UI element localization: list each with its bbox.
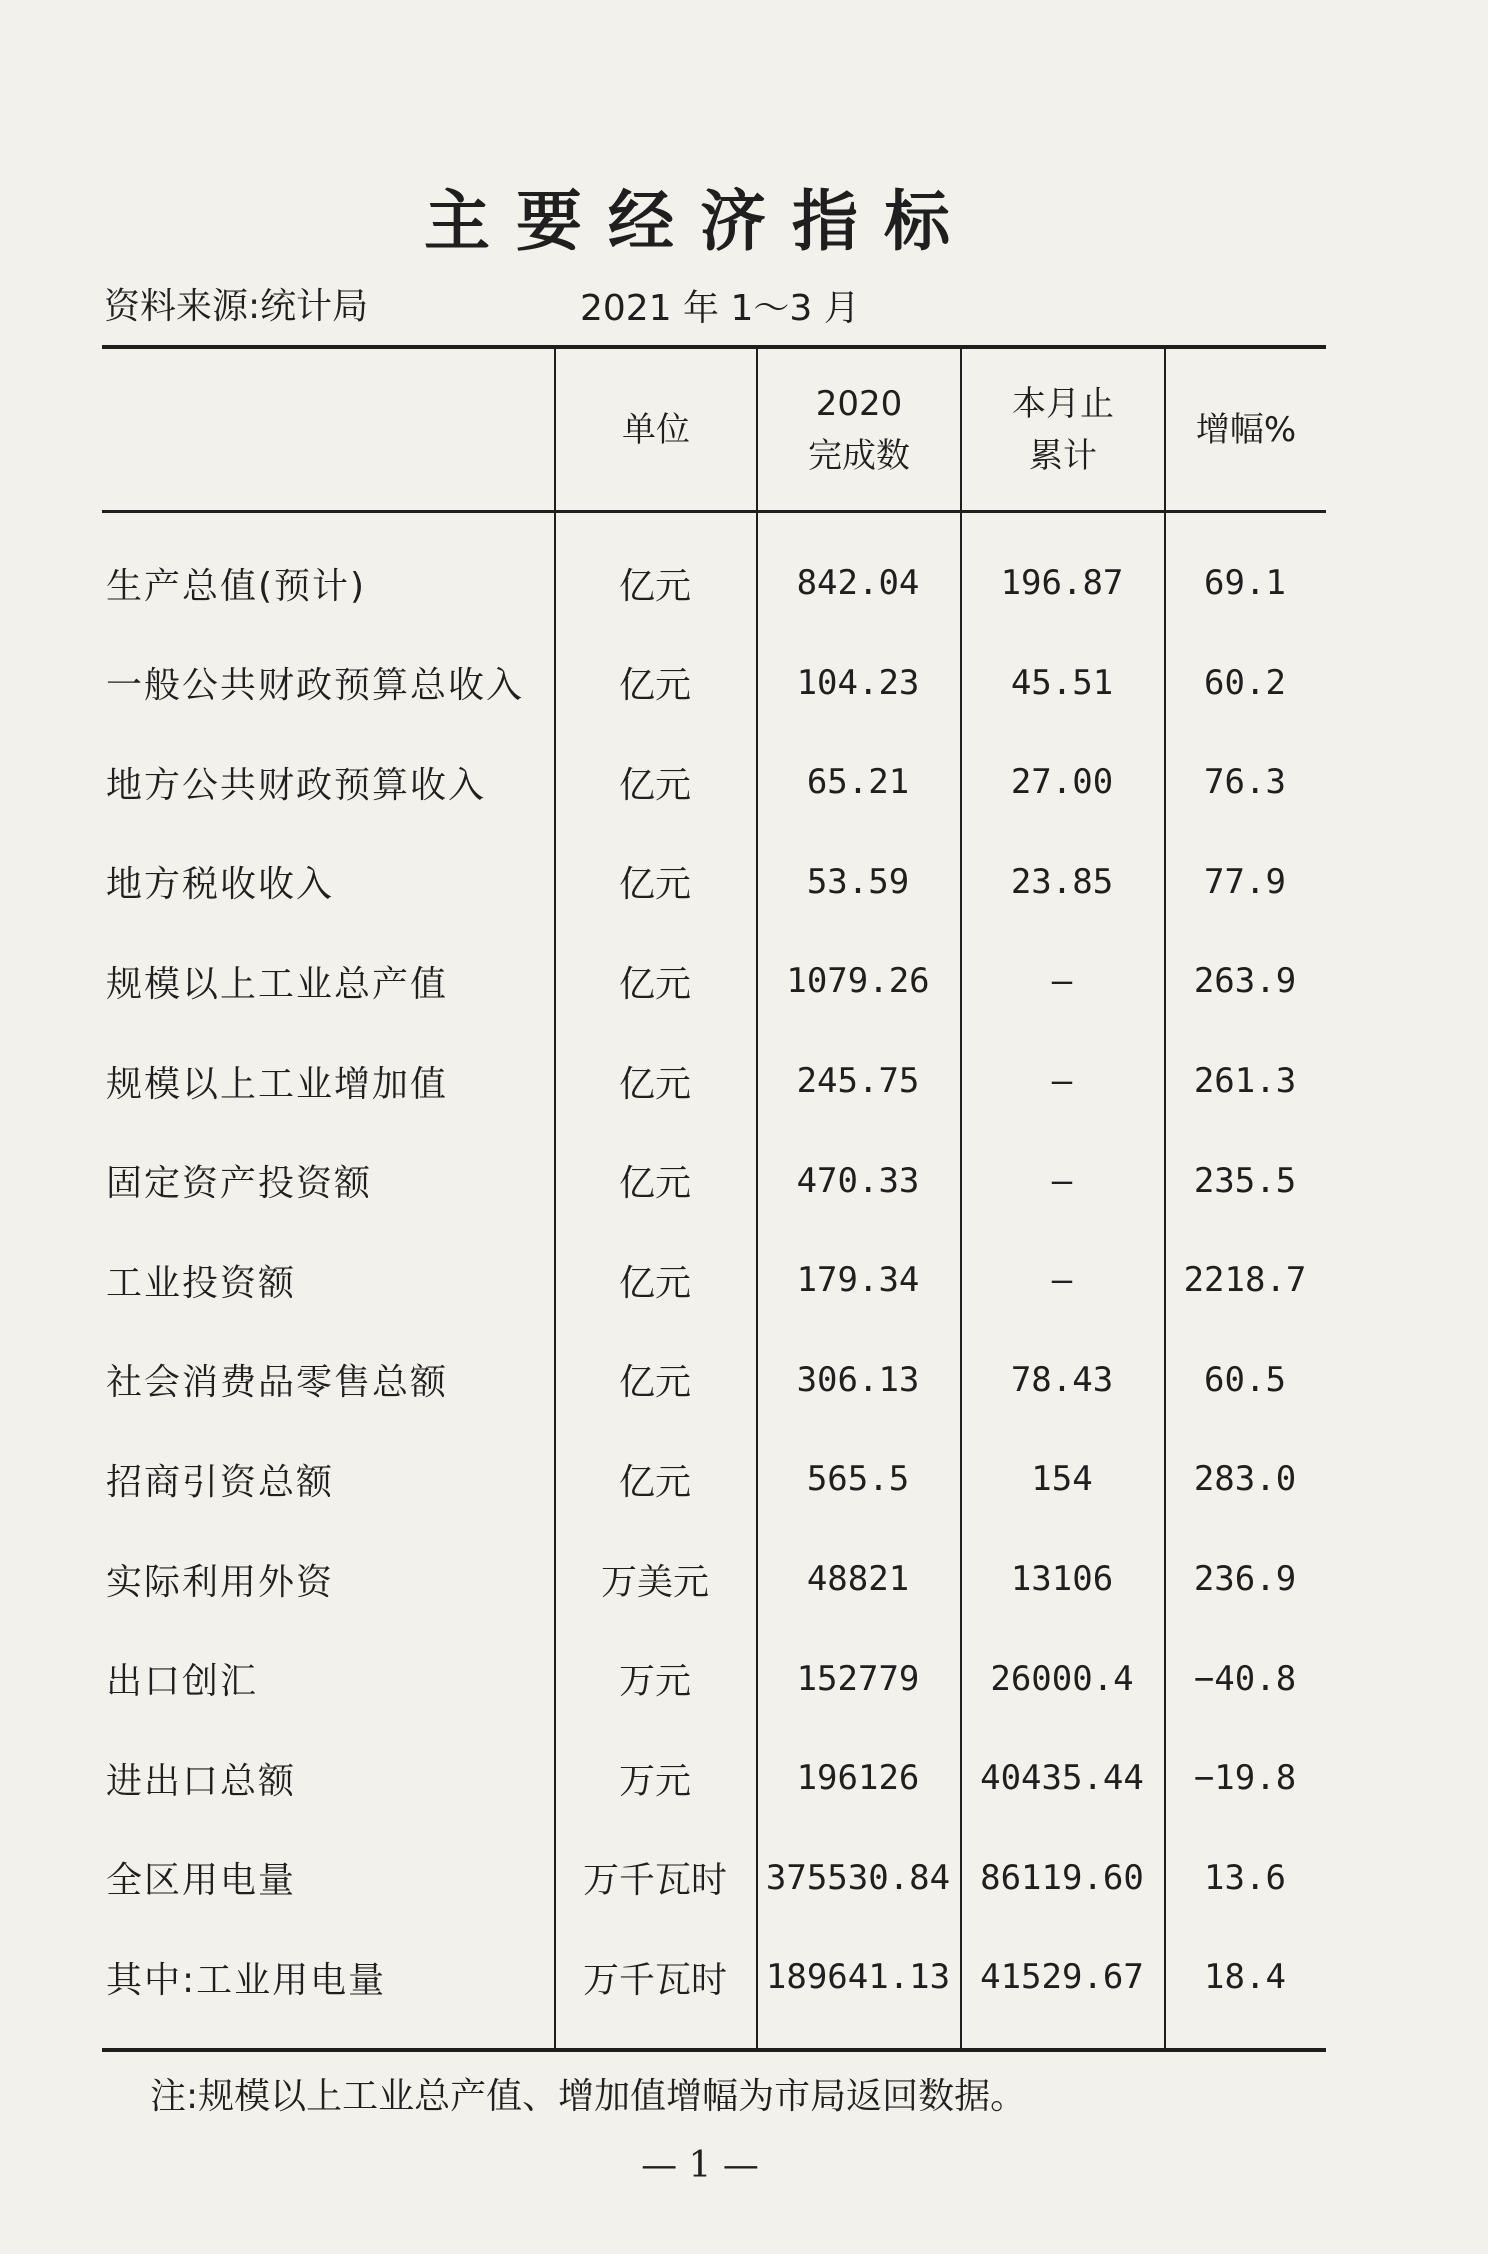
indicator-name: 出口创汇 bbox=[106, 1661, 259, 1703]
value-cumulative-cell: 26000.4 bbox=[990, 1658, 1134, 1699]
unit-cell: 万元 bbox=[618, 1661, 691, 1703]
unit-cell: 亿元 bbox=[618, 665, 691, 707]
growth-cell: 77.9 bbox=[1204, 861, 1286, 902]
indicator-name: 社会消费品零售总额 bbox=[106, 1362, 449, 1404]
growth-cell: 283.0 bbox=[1193, 1459, 1297, 1500]
footnote: 注:规模以上工业总产值、增加值增幅为市局返回数据。 bbox=[150, 2076, 1027, 2117]
value-cumulative-cell: 40435.44 bbox=[980, 1758, 1144, 1799]
value-2020-cell: 152779 bbox=[796, 1658, 920, 1699]
value-cumulative-cell: — bbox=[1051, 1061, 1073, 1101]
value-2020-cell: 306.13 bbox=[796, 1359, 920, 1400]
header-2020-year: 2020 bbox=[815, 384, 903, 424]
indicator-name: 全区用电量 bbox=[106, 1860, 297, 1902]
table-row bbox=[0, 1539, 1488, 1619]
value-2020-cell: 179.34 bbox=[796, 1260, 920, 1301]
table-row bbox=[0, 1439, 1488, 1519]
value-cumulative-cell: 86119.60 bbox=[980, 1857, 1144, 1898]
header-growth bbox=[1166, 360, 1326, 500]
unit-cell: 亿元 bbox=[618, 1063, 691, 1105]
growth-cell: 13.6 bbox=[1204, 1857, 1286, 1898]
growth-cell: −19.8 bbox=[1193, 1758, 1297, 1799]
value-2020-cell: 470.33 bbox=[796, 1160, 920, 1201]
header-month-line1: 本月止 bbox=[1012, 384, 1114, 424]
header-2020-label: 完成数 bbox=[808, 436, 910, 476]
indicator-name: 工业投资额 bbox=[106, 1262, 297, 1304]
table-row bbox=[0, 1240, 1488, 1320]
indicator-name: 实际利用外资 bbox=[106, 1561, 335, 1603]
table-row bbox=[0, 941, 1488, 1021]
header-month-line2: 累计 bbox=[1029, 436, 1097, 476]
growth-cell: 18.4 bbox=[1204, 1957, 1286, 1998]
table-row bbox=[0, 1639, 1488, 1719]
table-row bbox=[0, 1041, 1488, 1121]
table-row bbox=[0, 742, 1488, 822]
value-2020-cell: 1079.26 bbox=[786, 961, 930, 1002]
value-2020-cell: 104.23 bbox=[796, 662, 920, 703]
table-top-rule bbox=[102, 345, 1326, 349]
value-cumulative-cell: 27.00 bbox=[1010, 762, 1114, 803]
report-period: 2021 年 1～3 月 bbox=[580, 288, 860, 329]
table-row bbox=[0, 1838, 1488, 1918]
unit-cell: 万元 bbox=[618, 1760, 691, 1802]
value-2020-cell: 48821 bbox=[806, 1559, 910, 1599]
value-2020-cell: 375530.84 bbox=[765, 1857, 951, 1898]
growth-cell: 69.1 bbox=[1204, 563, 1286, 603]
data-source: 资料来源:统计局 bbox=[104, 286, 369, 327]
unit-cell: 亿元 bbox=[618, 864, 691, 906]
indicator-name: 固定资产投资额 bbox=[106, 1163, 373, 1205]
value-cumulative-cell: — bbox=[1051, 1260, 1073, 1301]
value-cumulative-cell: — bbox=[1051, 961, 1073, 1002]
value-cumulative-cell: 41529.67 bbox=[980, 1957, 1144, 1998]
table-row bbox=[0, 1738, 1488, 1818]
indicator-name: 生产总值(预计) bbox=[106, 565, 367, 607]
unit-cell: 亿元 bbox=[618, 1262, 691, 1304]
value-2020-cell: 65.21 bbox=[806, 762, 910, 803]
value-cumulative-cell: 78.43 bbox=[1010, 1359, 1114, 1400]
table-row bbox=[0, 543, 1488, 623]
table-row bbox=[0, 1340, 1488, 1420]
growth-cell: 2218.7 bbox=[1183, 1260, 1307, 1301]
header-month-cumulative bbox=[962, 360, 1164, 500]
page-title: 主要经济指标 bbox=[424, 183, 976, 260]
value-2020-cell: 565.5 bbox=[806, 1459, 910, 1500]
header-2020 bbox=[758, 360, 960, 500]
indicator-name: 其中:工业用电量 bbox=[106, 1959, 387, 2001]
indicator-name: 地方公共财政预算收入 bbox=[106, 764, 487, 806]
indicator-name: 规模以上工业总产值 bbox=[106, 963, 449, 1005]
value-cumulative-cell: 154 bbox=[1031, 1459, 1093, 1500]
table-row bbox=[0, 1937, 1488, 2017]
unit-cell: 亿元 bbox=[618, 764, 691, 806]
growth-cell: 60.5 bbox=[1204, 1359, 1286, 1400]
value-2020-cell: 245.75 bbox=[796, 1061, 920, 1101]
unit-cell: 亿元 bbox=[618, 565, 691, 607]
value-cumulative-cell: 13106 bbox=[1010, 1559, 1114, 1599]
table-header-rule bbox=[102, 510, 1326, 513]
growth-cell: 263.9 bbox=[1193, 961, 1297, 1002]
table-row bbox=[0, 1141, 1488, 1221]
value-cumulative-cell: — bbox=[1051, 1160, 1073, 1201]
value-cumulative-cell: 23.85 bbox=[1010, 861, 1114, 902]
unit-cell: 万美元 bbox=[600, 1561, 709, 1603]
growth-cell: 60.2 bbox=[1204, 662, 1286, 703]
indicator-name: 招商引资总额 bbox=[106, 1461, 335, 1503]
value-2020-cell: 196126 bbox=[796, 1758, 920, 1799]
indicator-name: 一般公共财政预算总收入 bbox=[106, 665, 525, 707]
growth-cell: −40.8 bbox=[1193, 1658, 1297, 1699]
indicator-name: 进出口总额 bbox=[106, 1760, 297, 1802]
table-row bbox=[0, 643, 1488, 723]
header-unit bbox=[556, 360, 756, 500]
unit-cell: 亿元 bbox=[618, 963, 691, 1005]
value-cumulative-cell: 45.51 bbox=[1010, 662, 1114, 703]
value-2020-cell: 189641.13 bbox=[765, 1957, 951, 1998]
unit-cell: 万千瓦时 bbox=[582, 1959, 727, 2001]
growth-cell: 236.9 bbox=[1193, 1559, 1297, 1599]
value-2020-cell: 842.04 bbox=[796, 563, 920, 603]
unit-cell: 万千瓦时 bbox=[582, 1860, 727, 1902]
table-row bbox=[0, 842, 1488, 922]
growth-cell: 235.5 bbox=[1193, 1160, 1297, 1201]
indicator-name: 地方税收收入 bbox=[106, 864, 335, 906]
unit-cell: 亿元 bbox=[618, 1461, 691, 1503]
value-cumulative-cell: 196.87 bbox=[1000, 563, 1124, 603]
unit-cell: 亿元 bbox=[618, 1163, 691, 1205]
header-unit-label: 单位 bbox=[622, 410, 690, 450]
unit-cell: 亿元 bbox=[618, 1362, 691, 1404]
value-2020-cell: 53.59 bbox=[806, 861, 910, 902]
table-bottom-rule bbox=[102, 2048, 1326, 2052]
growth-cell: 76.3 bbox=[1204, 762, 1286, 803]
header-growth-label: 增幅% bbox=[1195, 410, 1297, 450]
page-number: — 1 — bbox=[641, 2145, 759, 2186]
growth-cell: 261.3 bbox=[1193, 1061, 1297, 1101]
indicator-name: 规模以上工业增加值 bbox=[106, 1063, 449, 1105]
